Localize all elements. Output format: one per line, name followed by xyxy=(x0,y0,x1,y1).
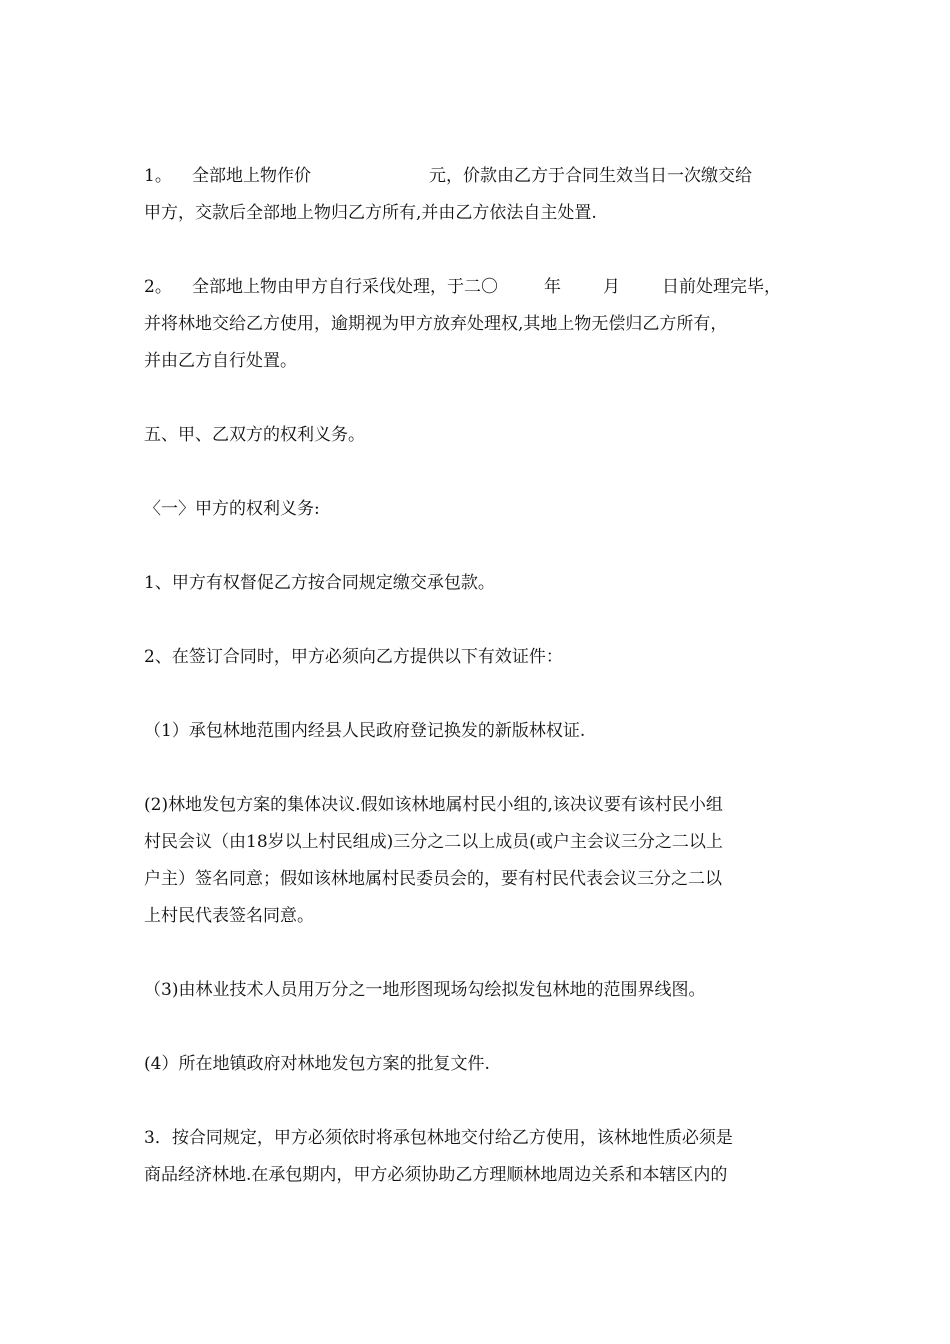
list-item-3-line-1: 3．按合同规定，甲方必须依时将承包林地交付给乙方使用，该林地性质必须是 xyxy=(144,1128,733,1148)
paragraph-price xyxy=(144,158,816,232)
paragraph-number: 1。 xyxy=(144,166,172,186)
subsection-heading: 〈一〉甲方的权利义务: xyxy=(144,499,320,519)
list-subitem-3: （3)由林业技术人员用万分之一地形图现场勾绘拟发包林地的范围界线图。 xyxy=(144,980,706,1000)
list-subitem-4: (4）所在地镇政府对林地发包方案的批复文件. xyxy=(144,1054,490,1074)
text-segment: 全部地上物由甲方自行采伐处理，于二〇 xyxy=(192,277,498,297)
paragraph-harvest-line-1 xyxy=(144,269,816,306)
paragraph-gap xyxy=(144,1083,816,1120)
year-label: 年 xyxy=(544,277,561,297)
text-segment: 全部地上物作价 xyxy=(192,166,311,186)
month-label: 月 xyxy=(603,277,620,297)
paragraph-price-line-1 xyxy=(144,158,816,195)
list-item-3-line-2: 商品经济林地.在承包期内，甲方必须协助乙方理顺林地周边关系和本辖区内的 xyxy=(144,1165,728,1185)
document-body xyxy=(144,158,816,1194)
paragraph-gap xyxy=(144,232,816,269)
paragraph-gap xyxy=(144,1009,816,1046)
list-subitem-2-line-4: 上村民代表签名同意。 xyxy=(144,906,314,926)
paragraph-price-line-2: 甲方，交款后全部地上物归乙方所有,并由乙方依法自主处置. xyxy=(144,203,597,223)
paragraph-harvest-line-2: 并将林地交给乙方使用，逾期视为甲方放弃处理权,其地上物无偿归乙方所有， xyxy=(144,314,728,334)
section-heading: 五、甲、乙双方的权利义务。 xyxy=(144,425,365,445)
list-item-2: 2、在签订合同时，甲方必须向乙方提供以下有效证件： xyxy=(144,647,563,667)
paragraph-gap xyxy=(144,380,816,417)
paragraph-harvest-line-3: 并由乙方自行处置。 xyxy=(144,351,297,371)
paragraph-gap xyxy=(144,454,816,491)
list-subitem-2-line-1: (2)林地发包方案的集体决议.假如该林地属村民小组的,该决议要有该村民小组 xyxy=(144,795,723,815)
paragraph-number: 2。 xyxy=(144,277,172,297)
text-segment: 日前处理完毕， xyxy=(662,277,781,297)
paragraph-harvest xyxy=(144,269,816,380)
list-item-1: 1、甲方有权督促乙方按合同规定缴交承包款。 xyxy=(144,573,495,593)
list-subitem-1: （1）承包林地范围内经县人民政府登记换发的新版林权证. xyxy=(144,721,586,741)
paragraph-gap xyxy=(144,676,816,713)
list-subitem-2 xyxy=(144,787,816,935)
list-item-3 xyxy=(144,1120,816,1194)
paragraph-gap xyxy=(144,750,816,787)
paragraph-gap xyxy=(144,602,816,639)
paragraph-gap xyxy=(144,935,816,972)
paragraph-gap xyxy=(144,528,816,565)
text-segment: 元，价款由乙方于合同生效当日一次缴交给 xyxy=(429,166,752,186)
list-subitem-2-line-3: 户主）签名同意；假如该林地属村民委员会的，要有村民代表会议三分之二以 xyxy=(144,869,722,889)
list-subitem-2-line-2: 村民会议（由18岁以上村民组成)三分之二以上成员(或户主会议三分之二以上 xyxy=(144,832,723,852)
